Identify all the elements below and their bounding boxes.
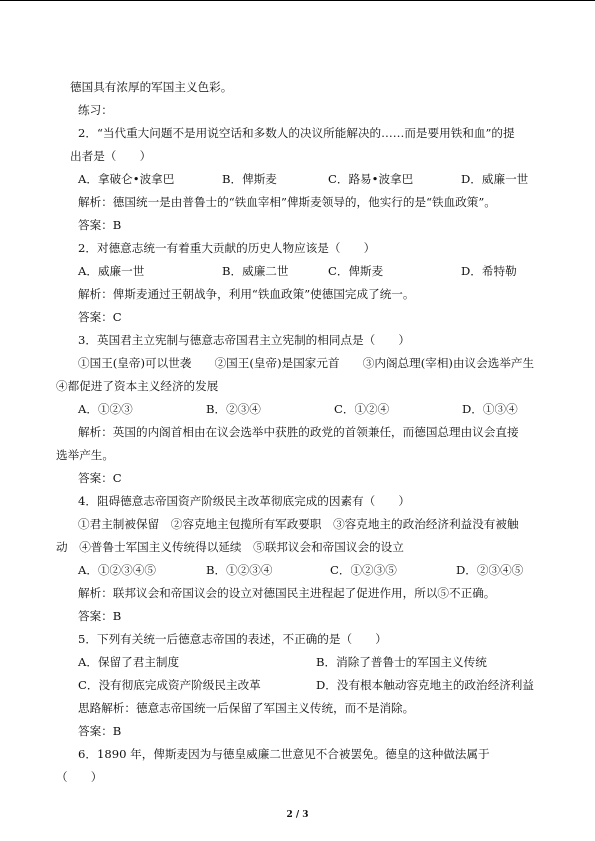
analysis-line: 思路解析：德意志帝国统一后保留了军国主义传统，而不是消除。 — [78, 701, 415, 715]
option-d: D．希特勒 — [461, 264, 517, 278]
question-6-stem-cont: （ ） — [56, 770, 103, 784]
option-b: B．①②③④ — [206, 563, 273, 577]
answer-line: 答案：C — [78, 310, 122, 324]
option-a: A．威廉一世 — [78, 264, 145, 278]
question-2-stem-cont: 出者是（ ） — [70, 149, 152, 163]
paragraph-line: 德国具有浓厚的军国主义色彩。 — [70, 80, 233, 94]
question-4-stem: 4．阻碍德意志帝国资产阶级民主改革彻底完成的因素有（ ） — [78, 494, 411, 508]
answer-line: 答案：B — [78, 609, 122, 623]
question-5-stem: 5．下列有关统一后德意志帝国的表述，不正确的是（ ） — [78, 632, 387, 646]
option-d: D．①③④ — [462, 402, 518, 416]
option-a: A．拿破仑•波拿巴 — [78, 172, 175, 186]
question-6-stem: 6．1890 年，俾斯麦因为与德皇威廉二世意见不合被罢免。德皇的这种做法属于 — [78, 747, 490, 761]
question-4-items: ①君主制被保留 ②容克地主包揽所有军政要职 ③容克地主的政治经济利益没有被触 — [78, 517, 519, 531]
question-2-stem: 2．“当代重大问题不是用说空话和多数人的决议所能解决的……而是要用铁和血”的提 — [78, 126, 515, 140]
question-4-items-cont: 动 ④普鲁士军国主义传统得以延续 ⑤联邦议会和帝国议会的设立 — [56, 540, 404, 554]
option-b: B．②③④ — [206, 402, 261, 416]
analysis-line-cont: 选举产生。 — [56, 448, 114, 462]
option-d: D．没有根本触动容克地主的政治经济利益 — [316, 678, 534, 692]
answer-line: 答案：B — [78, 218, 122, 232]
option-c: C．①②④ — [334, 402, 390, 416]
option-c: C．路易•波拿巴 — [328, 172, 414, 186]
option-d: D．威廉一世 — [461, 172, 529, 186]
question-3-stem: 3．英国君主立宪制与德意志帝国君主立宪制的相同点是（ ） — [78, 333, 411, 347]
option-b: B．消除了普鲁士的军国主义传统 — [316, 655, 487, 669]
option-b: B．俾斯麦 — [222, 172, 277, 186]
analysis-line: 解析：俾斯麦通过王朝战争，利用“铁血政策”使德国完成了统一。 — [78, 287, 415, 301]
analysis-line: 解析：英国的内阁首相由在议会选举中获胜的政党的首领兼任，而德国总理由议会直接 — [78, 425, 519, 439]
answer-line: 答案：C — [78, 471, 122, 485]
option-a: A．保留了君主制度 — [78, 655, 180, 669]
section-label: 练习： — [78, 103, 113, 117]
option-b: B．威廉二世 — [222, 264, 289, 278]
analysis-line: 解析：德国统一是由普鲁士的“铁血宰相”俾斯麦领导的，他实行的是“铁血政策”。 — [78, 195, 496, 209]
option-c: C．①②③⑤ — [330, 563, 397, 577]
analysis-line: 解析：联邦议会和帝国议会的设立对德国民主进程起了促进作用，所以⑤不正确。 — [78, 586, 496, 600]
option-c: C．俾斯麦 — [328, 264, 384, 278]
option-a: A．①②③ — [78, 402, 133, 416]
question-2b-stem: 2．对德意志统一有着重大贡献的历史人物应该是（ ） — [78, 241, 376, 255]
page-number: 2 / 3 — [286, 810, 309, 820]
answer-line: 答案：B — [78, 724, 122, 738]
option-d: D．②③④⑤ — [456, 563, 524, 577]
question-3-items-cont: ④都促进了资本主义经济的发展 — [56, 379, 219, 393]
question-3-items: ①国王(皇帝)可以世袭 ②国王(皇帝)是国家元首 ③内阁总理(宰相)由议会选举产生 — [78, 356, 535, 370]
option-c: C．没有彻底完成资产阶级民主改革 — [78, 678, 261, 692]
option-a: A．①②③④⑤ — [78, 563, 156, 577]
